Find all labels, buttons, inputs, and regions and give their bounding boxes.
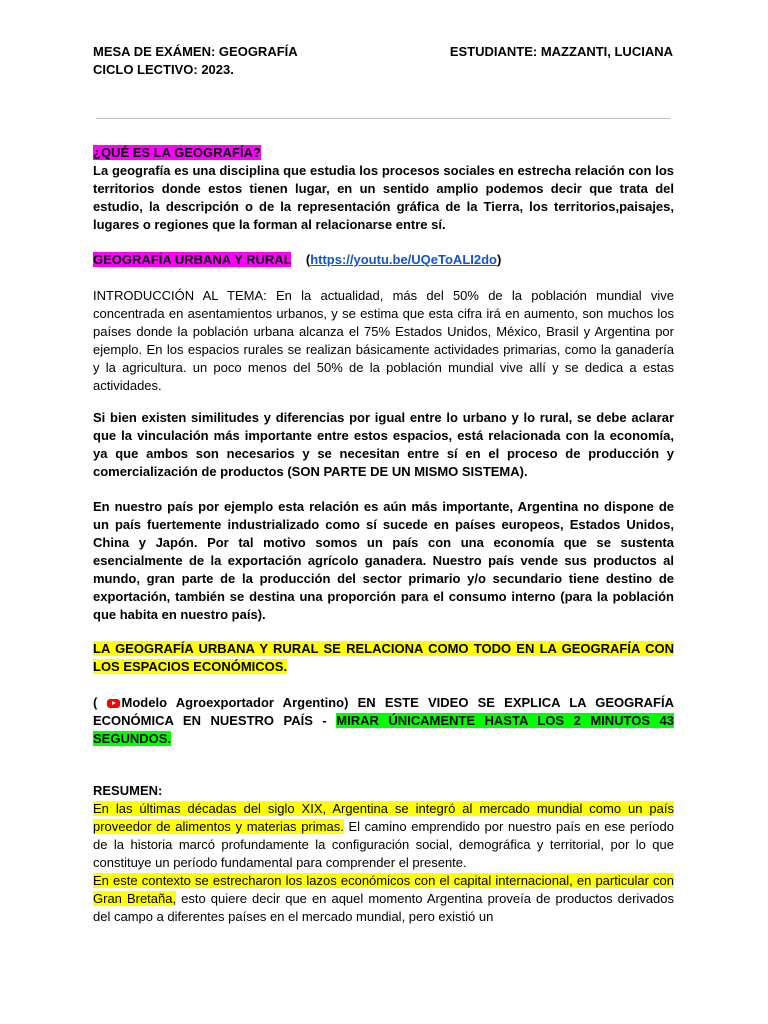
header-left: [93, 43, 298, 79]
link-paren-open: (: [305, 252, 311, 267]
youtube-icon: [107, 699, 120, 708]
summary-paragraph-2: [93, 872, 674, 926]
section-title-urban-rural: GEOGRAFÍA URBANA Y RURAL: [93, 252, 292, 267]
video-chip-label: Modelo Agroexportador Argentino: [121, 695, 345, 710]
horizontal-divider: [96, 118, 670, 119]
video-paren-open: (: [93, 695, 107, 710]
summary-p1-highlight: En las últimas décadas del siglo XIX, Argentina se integró al mercado mundial como un país proveedor de alimentos y materias primas.: [93, 801, 674, 834]
similarities-paragraph: Si bien existen similitudes y diferencias por igual entre lo urbano y lo rural, se debe aclarar que la vinculación más importante entre estos espacios, está relacionada con la economía, ya que ambos son necesarios y se necesitan entre sí en el proceso de producción y comercialización de productos (SON PARTE DE UN MISMO SISTEMA).: [93, 410, 674, 479]
summary-paragraph-1: [93, 800, 674, 872]
student-name: ESTUDIANTE: MAZZANTI, LUCIANA: [449, 44, 673, 59]
intro-paragraph: INTRODUCCIÓN AL TEMA: En la actualidad, más del 50% de la población mundial vive concentrada en asentamientos urbanos, y se estima que esta cifra irá en aumento, son muchos los países donde la población urbana alcanza el 75% Estados Unidos, México, Brasil y Argentina por ejemplo. En los espacios rurales se realizan básicamente actividades primarias, como la ganadería y la agricultura. un poco menos del 50% de la población mundial vive allí y se dedica a estas actividades.: [93, 288, 674, 393]
highlight-statement-text: LA GEOGRAFÍA URBANA Y RURAL SE RELACIONA COMO TODO EN LA GEOGRAFÍA CON LOS ESPACIOS ECONÓMICOS.: [93, 641, 674, 674]
argentina-paragraph: En nuestro país por ejemplo esta relación es aún más importante, Argentina no dispone de un país fuertemente industrializado como sí sucede en países europeos, Estados Unidos, China y Japón. Por tal motivo somos un país con una economía que se sustenta esencialmente de la exportación agrícolo ganadera. Nuestro país vende sus productos al mundo, gran parte de la producción del sector primario y/o secundario tiene destino de exportación, también se destina una proporción para el consumo interno (para la población que habita en nuestro país).: [93, 499, 674, 622]
youtube-link[interactable]: https://youtu.be/UQeToALI2do: [310, 252, 497, 267]
section-urban-rural-heading: [93, 251, 674, 269]
summary-p1-rest: El camino emprendido por nuestro país en ese período de la historia marcó profundamente la configuración social, demográfica y territorial, por lo que constituye un período fundamental para comprender el presente.: [93, 819, 674, 870]
exam-title: MESA DE EXÁMEN: GEOGRAFÍA: [93, 44, 298, 59]
summary-title: RESUMEN:: [93, 783, 163, 798]
geography-definition: La geografía es una disciplina que estudia los procesos sociales en estrecha relación con los territorios donde estos tienen lugar, en un sentido amplio podemos decir que trata del estudio, la descripción o de la representación gráfica de la Tierra, los territorios,paisajes, lugares o regiones que la forman al relacionarse entre sí.: [93, 163, 674, 232]
section-what-is-geography: [93, 144, 674, 234]
summary-p2-rest: esto quiere decir que en aquel momento Argentina proveía de productos derivados del campo a diferentes países en el mercado mundial, pero existió un: [93, 891, 675, 924]
summary-p2-highlight: En este contexto se estrecharon los lazos económicos con el capital internacional, en particular con Gran Bretaña,: [93, 873, 674, 906]
video-description: ) EN ESTE VIDEO SE EXPLICA LA GEOGRAFÍA ECONÓMICA EN NUESTRO PAÍS -: [93, 695, 674, 728]
video-chip[interactable]: [107, 695, 345, 710]
highlight-statement: [93, 640, 674, 676]
section-title-geography: ¿QUÉ ES LA GEOGRAFÍA?: [93, 145, 261, 160]
summary-section: [93, 782, 674, 926]
video-watch-note: MIRAR ÚNICAMENTE HASTA LOS 2 MINUTOS 43 SEGUNDOS.: [93, 713, 674, 746]
school-year: CICLO LECTIVO: 2023.: [93, 62, 234, 77]
link-paren-close: ): [497, 252, 502, 267]
video-paragraph: [93, 694, 674, 748]
